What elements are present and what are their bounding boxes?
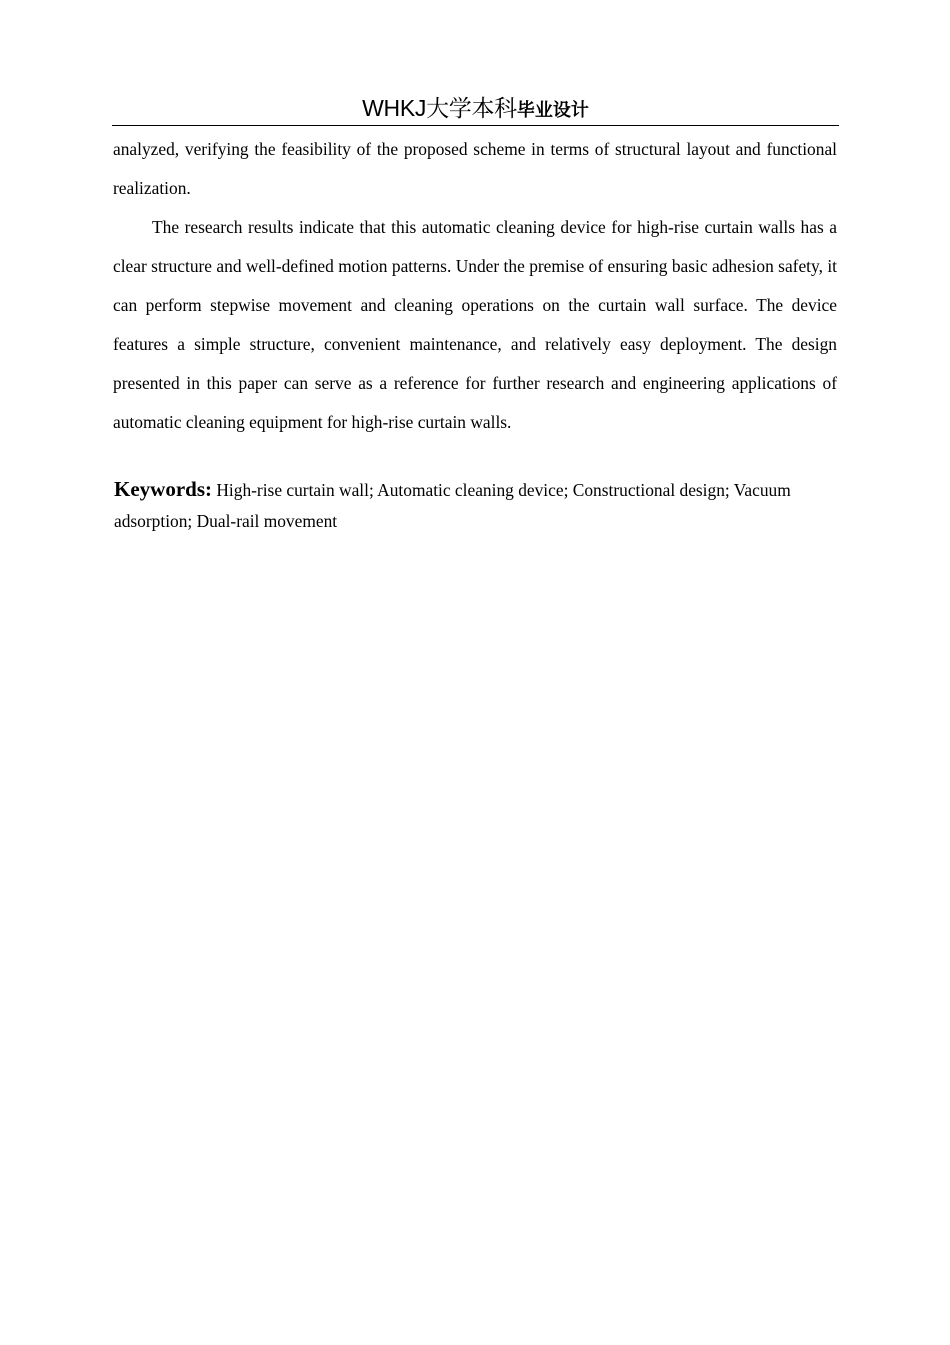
header-rule xyxy=(112,125,839,126)
header-title-main: WHKJ大学本科 xyxy=(362,95,517,121)
header-title-sub: 毕业设计 xyxy=(516,100,589,121)
paragraph-research-results: The research results indicate that this automatic cleaning device for high-rise curtain walls has a clear structure and well-defined motion patterns. Under the premise of ensuring basic adhesion safety, it can perform stepwise movement and cleaning operations on the curtain wall surface. The device features a simple structure, convenient maintenance, and relatively easy deployment. The design presented in this paper can serve as a reference for further research and engineering applications of automatic cleaning equipment for high-rise curtain walls. xyxy=(113,217,837,432)
paragraph-continuation: analyzed, verifying the feasibility of the proposed scheme in terms of structural layout and functional realization. xyxy=(113,139,837,198)
keywords-section xyxy=(114,474,838,537)
abstract-body xyxy=(113,130,837,442)
keywords-label: Keywords: xyxy=(114,477,212,501)
page-header xyxy=(112,90,839,126)
keywords-text: High-rise curtain wall; Automatic cleaning device; Constructional design; Vacuum adsorption; Dual-rail movement xyxy=(114,480,791,531)
